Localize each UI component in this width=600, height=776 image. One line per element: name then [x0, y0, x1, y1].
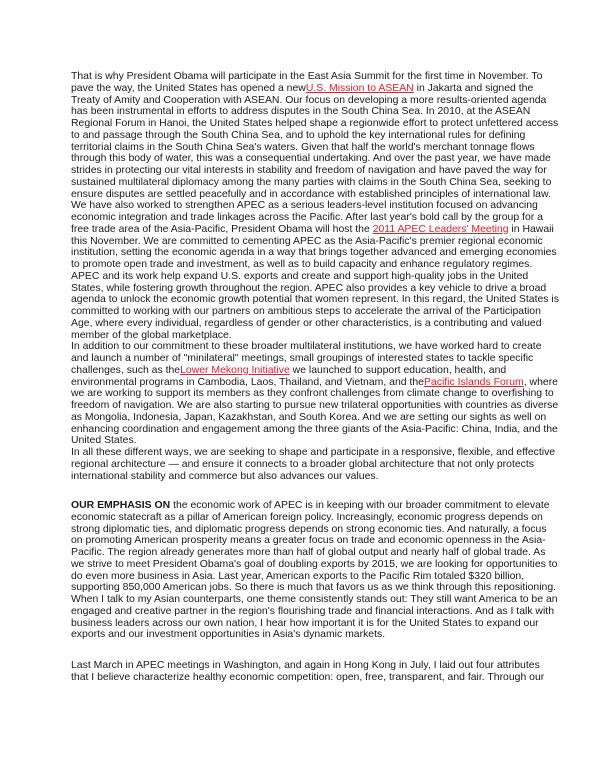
text-line: [71, 142, 559, 154]
text-line: [71, 177, 559, 189]
text-segment: free trade area of the Asia-Pacific, President Obama will host the: [71, 223, 373, 235]
text-segment: and launch a number of "minilateral" meetings, small groupings of interested states to tackle specific: [71, 353, 534, 364]
text-segment: engaged and creative partner in the region's flourishing trade and financial interactions. And as I talk with: [71, 605, 554, 617]
inline-link[interactable]: 2011 APEC Leaders' Meeting: [372, 223, 509, 235]
text-segment: to promote open trade and investment, as well as to build capacity and enhance regulatory regimes.: [71, 259, 533, 270]
text-line: [71, 318, 559, 330]
text-line: [71, 459, 559, 471]
text-segment: Treaty of Amity and Cooperation with ASEAN. Our focus on developing a more results-oriented agenda: [71, 94, 547, 106]
text-line: [71, 524, 558, 536]
inline-link[interactable]: Pacific Islands Forum: [423, 376, 524, 388]
text-line: [71, 618, 558, 630]
lead-in-text: OUR EMPHASIS ON: [71, 500, 171, 511]
text-segment: in Hawaii: [508, 223, 554, 235]
text-line: [71, 330, 559, 342]
text-segment: this November. We are committed to cementing APEC as the Asia-Pacific's premier regional economic: [71, 235, 543, 247]
text-line: [71, 660, 544, 672]
text-line: [71, 672, 544, 684]
text-segment: we are working to support its members as they confront challenges from climate change to overfishing to: [71, 388, 554, 400]
text-line: [71, 606, 558, 618]
text-segment: Pacific. The region already generates more than half of global output and nearly half of global trade. As: [71, 547, 546, 558]
text-segment: in Jakarta and signed the: [413, 82, 534, 94]
text-line: [71, 412, 559, 424]
text-line: [71, 341, 559, 353]
text-line: [71, 71, 559, 83]
text-segment: In all these different ways, we are seeking to shape and participate in a responsive, flexible, and effective: [71, 447, 556, 458]
text-segment: economic statecraft as a pillar of American foreign policy. Increasingly, economic progress depends on: [71, 511, 543, 523]
text-line: [71, 471, 559, 483]
text-line: [71, 571, 558, 583]
text-line: [71, 512, 558, 524]
text-line: [71, 224, 559, 236]
text-segment: we strive to meet President Obama's goal of doubling exports by 2015, we are looking for opportunities to: [71, 558, 558, 570]
text-segment: enhancing coordination and engagement among the three giants of the Asia-Pacific: China, India, and the: [71, 423, 558, 435]
text-segment: we launched to support education, health, and: [289, 364, 507, 376]
text-line: [71, 83, 559, 95]
text-segment: regional architecture — and ensure it connects to a broader global architecture that not only protects: [71, 458, 534, 470]
text-line: [71, 259, 559, 271]
text-line: [71, 294, 559, 306]
text-segment: In addition to our commitment to these broader multilateral institutions, we have worked hard to create: [71, 341, 542, 353]
text-line: [71, 353, 559, 365]
text-line: [71, 435, 559, 447]
text-segment: that I believe characterize healthy economic competition: open, free, transparent, and fair. Through our: [71, 671, 545, 683]
text-line: [71, 95, 559, 107]
text-line: [71, 500, 558, 512]
text-line: [71, 377, 559, 389]
text-line: [71, 165, 559, 177]
text-segment: business leaders across our own nation, I hear how important it is for the United States to expand our: [71, 617, 539, 629]
text-line: [71, 200, 559, 212]
text-line: [71, 283, 559, 295]
text-line: [71, 400, 559, 412]
text-segment: economic integration and trade linkages across the Pacific. After last year's bold call by the group for a: [71, 212, 543, 223]
text-segment: institution, setting the economic agenda in a way that brings together advanced and emerging economies: [71, 247, 557, 259]
text-segment: to and passage through the South China Sea, and to uphold the key international rules for defining: [71, 129, 526, 141]
text-segment: through this body of water, this was a consequential undertaking. And over the past year, we have made: [71, 153, 551, 165]
text-segment: on promoting American prosperity means a greater focus on trade and economic openness in the Asia-: [71, 535, 546, 547]
text-line: [71, 118, 559, 130]
text-line: [71, 594, 558, 606]
text-segment: the economic work of APEC is in keeping with our broader commitment to elevate: [170, 500, 550, 511]
body-text-section-1: [71, 71, 559, 482]
text-line: [71, 153, 559, 165]
text-segment: Age, where every individual, regardless of gender or other characteristics, is a contributing and valued: [71, 317, 542, 329]
text-line: [71, 212, 559, 224]
text-segment: strides in protecting our vital interests in stability and freedom of navigation and have paved the way for: [71, 165, 547, 176]
text-line: [71, 271, 559, 283]
text-segment: challenges, such as the: [71, 364, 181, 376]
text-line: [71, 130, 559, 142]
body-text-section-3: [71, 660, 544, 684]
text-line: [71, 189, 559, 201]
text-segment: Last March in APEC meetings in Washington, and again in Hong Kong in July, I laid out four attributes: [71, 660, 540, 671]
text-line: [71, 306, 559, 318]
text-line: [71, 388, 559, 400]
text-segment: has been instrumental in efforts to address disputes in the South China Sea. In 2010, at the ASEAN: [71, 106, 531, 118]
text-segment: , where: [523, 376, 558, 388]
body-text-section-2: [71, 500, 558, 641]
text-segment: United States.: [71, 435, 137, 447]
text-segment: States, while fostering growth throughout the region. APEC also provides a key vehicle to drive a broad: [71, 282, 547, 294]
text-line: [71, 629, 558, 641]
text-line: [71, 236, 559, 248]
text-segment: When I talk to my Asian counterparts, one theme consistently stands out: They still want America to be an: [71, 594, 558, 605]
text-line: [71, 106, 559, 118]
text-segment: We have also worked to strengthen APEC as a serious leaders-level institution focused on advancing: [71, 200, 538, 212]
text-segment: pave the way, the United States has opened a new: [71, 82, 306, 94]
inline-link[interactable]: U.S. Mission to ASEAN: [305, 82, 414, 94]
text-line: [71, 547, 558, 559]
text-segment: supporting 850,000 American jobs. So there is much that favors us as we think through this repositioning.: [71, 582, 557, 594]
text-segment: international stability and commerce but also advances our values.: [71, 470, 379, 482]
text-segment: do even more business in Asia. Last year, American exports to the Pacific Rim totaled $320 billion,: [71, 570, 525, 582]
text-line: [71, 559, 558, 571]
text-segment: environmental programs in Cambodia, Laos, Thailand, and Vietnam, and the: [71, 376, 424, 388]
text-line: [71, 247, 559, 259]
text-segment: committed to working with our partners on ambitious steps to accelerate the arrival of the Participation: [71, 306, 541, 317]
text-line: [71, 582, 558, 594]
text-line: [71, 365, 559, 377]
text-segment: as Mongolia, Indonesia, Japan, Kazakhstan, and South Korea. And we are setting our sights as well on: [71, 411, 547, 423]
text-segment: ensure disputes are settled peacefully and in accordance with established principles of international law.: [71, 188, 551, 200]
text-line: [71, 535, 558, 547]
text-line: [71, 447, 559, 459]
text-segment: freedom of navigation. We are also starting to pursue new trilateral opportunities with countries as diverse: [71, 400, 559, 411]
text-segment: exports and our investment opportunities in Asia's dynamic markets.: [71, 629, 386, 641]
text-segment: That is why President Obama will participate in the East Asia Summit for the first time in November. To: [71, 71, 543, 82]
text-segment: territorial claims in the South China Sea's waters. Given that half the world's merchant tonnage flows: [71, 141, 535, 153]
text-segment: member of the global marketplace.: [71, 329, 232, 341]
text-segment: strong diplomatic ties, and diplomatic progress depends on strong economic ties. And naturally, a focus: [71, 523, 547, 535]
text-segment: agenda to unlock the economic growth potential that women represent. In this regard, the United States is: [71, 294, 559, 306]
text-segment: Regional Forum in Hanoi, the United States helped shape a regionwide effort to protect unfettered access: [71, 118, 559, 129]
text-line: [71, 424, 559, 436]
text-segment: sustained multilateral diplomacy among the many parties with claims in the South China Sea, seeking to: [71, 176, 552, 188]
text-segment: APEC and its work help expand U.S. exports and create and support high-quality jobs in the United: [71, 270, 529, 282]
inline-link[interactable]: Lower Mekong Initiative: [180, 364, 290, 376]
